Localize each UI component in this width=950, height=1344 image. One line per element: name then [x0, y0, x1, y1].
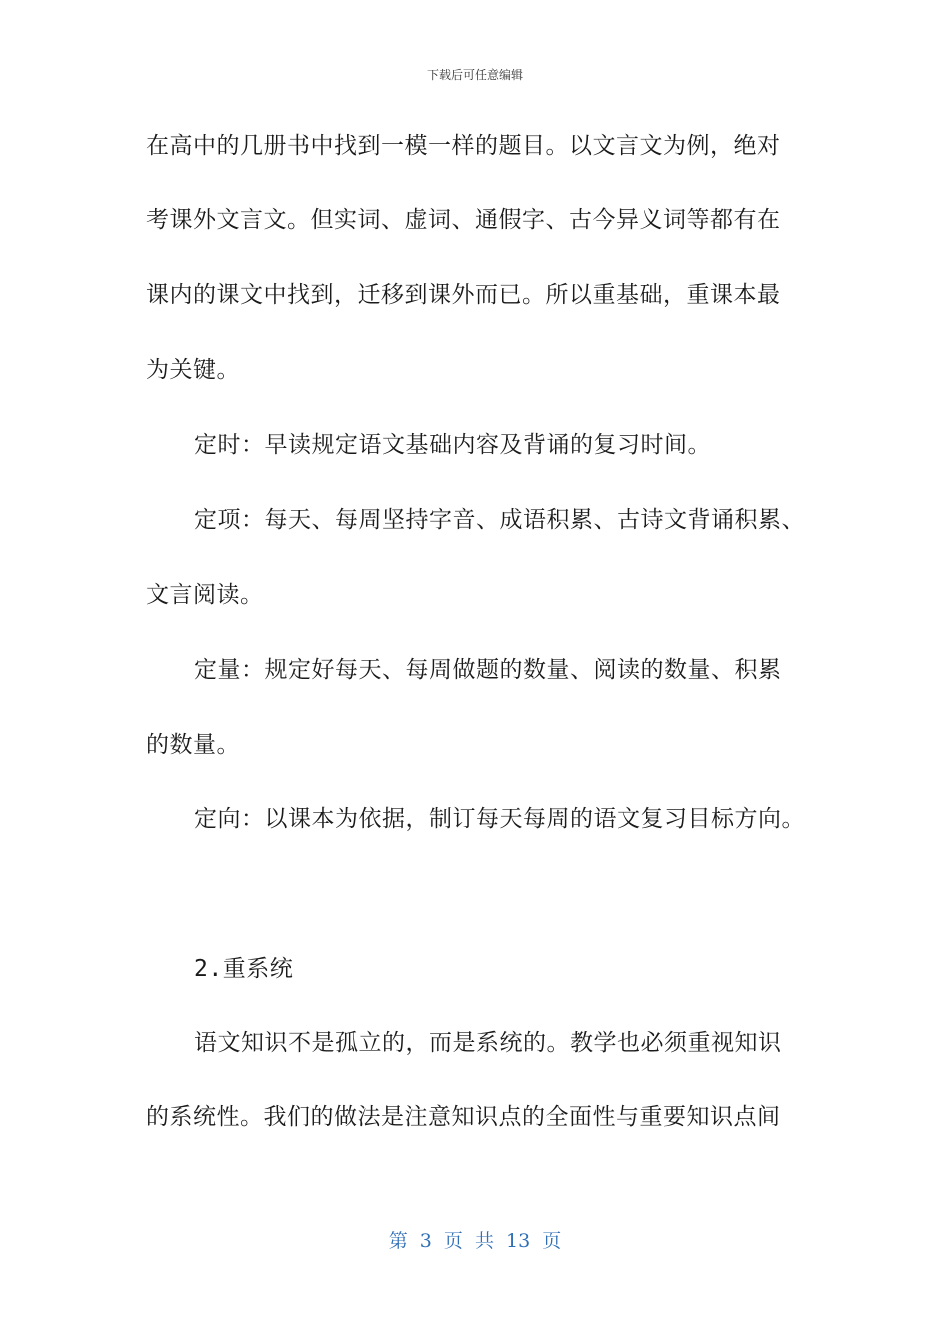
- text-line-7: 文言阅读。: [146, 582, 264, 608]
- text-line-4: 为关键。: [146, 357, 240, 383]
- text-line-5: 定时：早读规定语文基础内容及背诵的复习时间。: [194, 432, 711, 458]
- text-line-9: 的数量。: [146, 732, 240, 758]
- text-line-12: 语文知识不是孤立的，而是系统的。教学也必须重视知识: [194, 1030, 782, 1056]
- text-line-8: 定量：规定好每天、每周做题的数量、阅读的数量、积累: [194, 657, 782, 683]
- text-line-3: 课内的课文中找到，迁移到课外而已。所以重基础，重课本最: [146, 282, 781, 308]
- page-number-indicator: 第 3 页 共 13 页: [388, 1230, 562, 1252]
- text-line-6: 定项：每天、每周坚持字音、成语积累、古诗文背诵积累、: [194, 507, 805, 533]
- text-line-10: 定向：以课本为依据，制订每天每周的语文复习目标方向。: [194, 806, 805, 832]
- text-line-13: 的系统性。我们的做法是注意知识点的全面性与重要知识点间: [146, 1104, 781, 1130]
- text-line-1: 在高中的几册书中找到一模一样的题目。以文言文为例，绝对: [146, 133, 781, 159]
- text-line-2: 考课外文言文。但实词、虚词、通假字、古今异义词等都有在: [146, 207, 781, 233]
- section-heading: 2.重系统: [194, 956, 294, 982]
- page-header-note: 下载后可任意编辑: [426, 68, 523, 82]
